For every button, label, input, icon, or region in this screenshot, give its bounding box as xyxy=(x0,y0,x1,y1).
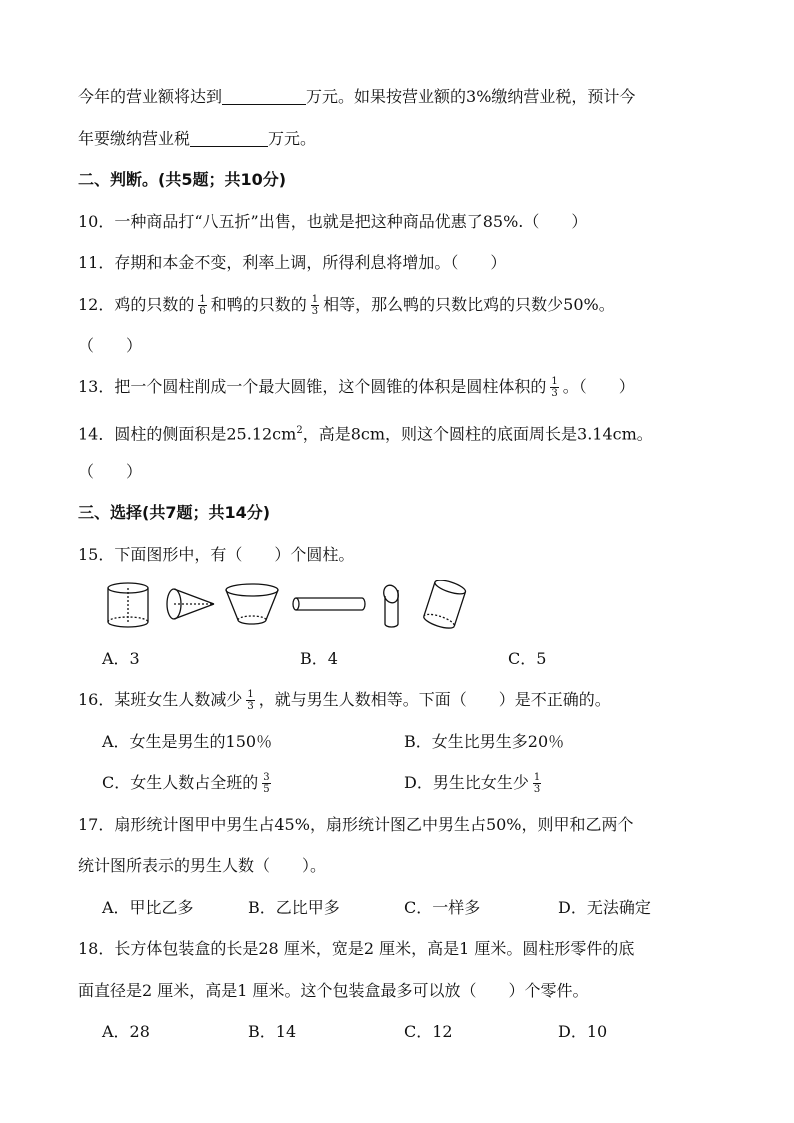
q18-number: 18． xyxy=(78,939,115,958)
q14-number: 14． xyxy=(78,424,115,444)
q11-text: 存期和本金不变，利率上调，所得利息将增加。（ ） xyxy=(114,253,507,272)
question-11 xyxy=(78,252,506,274)
q17-option-c[interactable]: C．一样多 xyxy=(404,898,481,917)
q16-option-a[interactable]: A．女生是男生的150％ xyxy=(102,732,273,751)
q18-option-c[interactable]: C．12 xyxy=(404,1022,453,1041)
q15-number: 15． xyxy=(78,545,115,564)
q10-number: 10． xyxy=(78,212,115,231)
q14-text-b: ，高是8cm，则这个圆柱的底面周长是3.14cm。 xyxy=(302,424,653,444)
q16-opt-c-frac-num: 3 xyxy=(263,772,270,783)
q9-text-a: 今年的营业额将达到 xyxy=(78,87,223,106)
tilted-cylinder-shape xyxy=(422,580,467,631)
question-16 xyxy=(78,689,611,712)
question-17 xyxy=(78,814,634,836)
q10-text: 一种商品打“八五折”出售，也就是把这种商品优惠了85%.（ ） xyxy=(114,212,588,231)
q13-frac-den: 3 xyxy=(551,388,558,399)
long-cylinder-shape xyxy=(293,598,365,610)
q16-text-a: 某班女生人数减少 xyxy=(114,690,243,709)
q9-line1 xyxy=(78,86,635,108)
q14-paren: （ ） xyxy=(78,462,143,481)
q9-line2 xyxy=(78,128,316,150)
q16-frac-num: 1 xyxy=(247,689,254,700)
q17-text-line1: 扇形统计图甲中男生占45%，扇形统计图乙中男生占50%，则甲和乙两个 xyxy=(114,815,634,834)
q12-number: 12． xyxy=(78,295,115,314)
q15-shapes-figure xyxy=(104,580,474,632)
q16-frac-den: 3 xyxy=(247,701,254,712)
q12-frac1-den: 6 xyxy=(199,306,206,317)
q17-line2: 统计图所表示的男生人数（ ）。 xyxy=(78,856,327,875)
q13-frac-num: 1 xyxy=(551,376,558,387)
q18-option-a[interactable]: A．28 xyxy=(102,1022,150,1041)
q16-fraction xyxy=(246,689,254,712)
q9-text-b: 万元。如果按营业额的3%缴纳营业税，预计今 xyxy=(306,87,636,106)
q18-option-d[interactable]: D．10 xyxy=(558,1022,608,1041)
q17-option-b[interactable]: B．乙比甲多 xyxy=(248,898,340,917)
q16-number: 16． xyxy=(78,690,115,709)
q16-option-c-text: C．女生人数占全班的 xyxy=(102,773,259,792)
question-13 xyxy=(78,376,635,399)
section-3-title: 三、选择(共7题；共14分) xyxy=(78,503,271,522)
q9-text-d: 万元。 xyxy=(268,129,317,148)
frustum-shape xyxy=(226,584,278,624)
q12-text-b: 和鸭的只数的 xyxy=(210,295,307,314)
q12-frac2-num: 1 xyxy=(311,294,319,305)
q18-line2: 面直径是2 厘米，高是1 厘米。这个包装盒最多可以放（ ）个零件。 xyxy=(78,981,589,1000)
q12-text-a: 鸡的只数的 xyxy=(114,295,195,314)
q13-text-a: 把一个圆柱削成一个最大圆锥，这个圆锥的体积是圆柱体积的 xyxy=(114,377,547,396)
q16-option-c[interactable] xyxy=(102,772,275,795)
q18-option-b[interactable]: B．14 xyxy=(248,1022,297,1041)
q9-blank-1 xyxy=(222,104,306,105)
question-10 xyxy=(78,211,587,233)
q17-option-d[interactable]: D．无法确定 xyxy=(558,898,651,917)
question-15 xyxy=(78,544,354,566)
q16-option-d-text: D．男生比女生少 xyxy=(404,773,529,792)
q12-fraction-1 xyxy=(198,294,206,317)
q16-option-b[interactable]: B．女生比男生多20％ xyxy=(404,732,565,751)
cone-shape xyxy=(167,589,214,619)
q12-frac2-den: 3 xyxy=(311,306,319,317)
q12-frac1-num: 1 xyxy=(199,294,206,305)
question-18 xyxy=(78,938,634,960)
q9-blank-2 xyxy=(190,146,268,147)
question-14 xyxy=(78,420,653,445)
q15-option-a[interactable]: A．3 xyxy=(102,649,140,668)
q15-option-c[interactable]: C．5 xyxy=(508,649,547,668)
q13-text-b: 。（ ） xyxy=(562,377,635,396)
q18-text-line1: 长方体包装盒的长是28 厘米，宽是2 厘米，高是1 厘米。圆柱形零件的底 xyxy=(114,939,635,958)
q16-option-c-fraction xyxy=(262,772,270,795)
cylinder-shape-1 xyxy=(108,583,148,627)
q11-number: 11． xyxy=(78,253,115,272)
q12-fraction-2 xyxy=(311,294,319,317)
q16-text-b: ，就与男生人数相等。下面（ ）是不正确的。 xyxy=(258,690,611,709)
q16-opt-d-frac-den: 3 xyxy=(533,784,541,795)
q15-text: 下面图形中，有（ ）个圆柱。 xyxy=(114,545,355,564)
q16-opt-d-frac-num: 1 xyxy=(533,772,541,783)
q12-text-c: 相等，那么鸭的只数比鸡的只数少50%。 xyxy=(323,295,615,314)
q9-text-c: 年要缴纳营业税 xyxy=(78,129,191,148)
q17-option-a[interactable]: A．甲比乙多 xyxy=(102,898,194,917)
q16-option-d-fraction xyxy=(533,772,541,795)
q13-number: 13． xyxy=(78,377,115,396)
q14-text-a: 圆柱的侧面积是25.12cm xyxy=(114,424,297,444)
q16-opt-c-frac-den: 5 xyxy=(263,784,270,795)
cut-cylinder-shape xyxy=(381,583,400,627)
q16-option-d[interactable] xyxy=(404,772,545,795)
q14-superscript: 2 xyxy=(296,425,303,436)
question-12 xyxy=(78,294,615,317)
q12-paren: （ ） xyxy=(78,336,143,355)
q17-number: 17． xyxy=(78,815,115,834)
section-2-title: 二、判断。(共5题；共10分) xyxy=(78,170,287,189)
q13-fraction xyxy=(550,376,558,399)
q15-option-b[interactable]: B．4 xyxy=(300,649,338,668)
